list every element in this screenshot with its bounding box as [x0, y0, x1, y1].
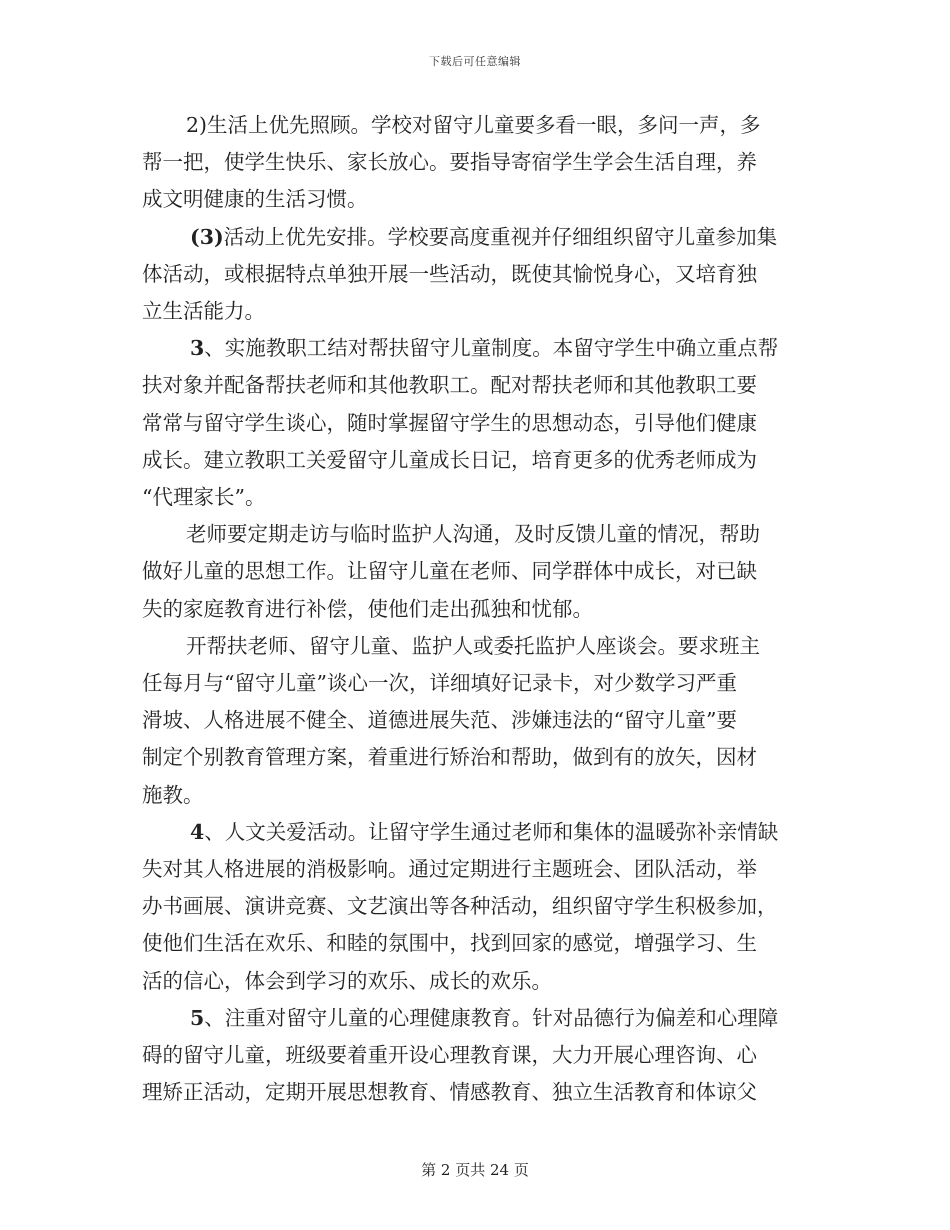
paragraph-line [142, 330, 807, 367]
paragraph-line: 成文明健康的生活习惯。 [142, 187, 368, 212]
paragraph-line: 使他们生活在欢乐、和睦的氛围中，找到回家的感觉，增强学习、生 [142, 931, 757, 956]
document-body [142, 107, 807, 1111]
paragraph-line: 老师要定期走访与临时监护人沟通，及时反馈儿童的情况，帮助 [186, 522, 760, 547]
paragraph-text: 、人文关爱活动。让留守学生通过老师和集体的温暖弥补亲情缺 [204, 819, 779, 844]
paragraph-activity-priority [142, 219, 807, 331]
paragraph-mental-health [142, 1000, 807, 1112]
paragraph-line: 失对其人格进展的消极影响。通过定期进行主题班会、团队活动，举 [142, 857, 757, 882]
paragraph-line: 做好儿童的思想工作。让留守儿童在老师、同学群体中成长，对已缺 [142, 559, 757, 584]
paragraph-humanistic-care [142, 814, 807, 1000]
paragraph-line: 常常与留守学生谈心，随时掌握留守学生的思想动态，引导他们健康 [142, 410, 757, 435]
paragraph-text: 、实施教职工结对帮扶留守儿童制度。本留守学生中确立重点帮 [204, 336, 779, 361]
paragraph-line: 帮一把，使学生快乐、家长放心。要指导寄宿学生学会生活自理，养 [142, 150, 757, 175]
paragraph-line: 失的家庭教育进行补偿，使他们走出孤独和忧郁。 [142, 596, 593, 621]
paragraph-living-care [142, 107, 807, 219]
paragraph-text: 、注重对留守儿童的心理健康教育。针对品德行为偏差和心理障 [204, 1005, 779, 1030]
item-number: (3) [190, 224, 224, 249]
paragraph-symposium [142, 628, 807, 814]
paragraph-line [142, 219, 807, 256]
paragraph-line: 理矫正活动，定期开展思想教育、情感教育、独立生活教育和体谅父 [142, 1080, 757, 1105]
paragraph-line: 体活动，或根据特点单独开展一些活动，既使其愉悦身心，又培育独 [142, 261, 757, 286]
item-number: 3 [190, 336, 205, 361]
paragraph-line: 滑坡、人格进展不健全、道德进展失范、涉嫌违法的“留守儿童”要 [142, 708, 737, 733]
paragraph-line: 活的信心，体会到学习的欢乐、成长的欢乐。 [142, 968, 552, 993]
page-footer: 第 2 页共 24 页 [421, 1161, 529, 1179]
paragraph-line [142, 1000, 807, 1037]
paragraph-staff-pairing [142, 330, 807, 516]
paragraph-line: 制定个别教育管理方案，着重进行矫治和帮助，做到有的放矢，因材 [142, 745, 757, 770]
paragraph-line: 碍的留守儿童，班级要着重开设心理教育课，大力开展心理咨询、心 [142, 1043, 757, 1068]
paragraph-line: 2)生活上优先照顾。学校对留守儿童要多看一眼，多问一声，多 [186, 113, 761, 137]
paragraph-line: 扶对象并配备帮扶老师和其他教职工。配对帮扶老师和其他教职工要 [142, 373, 757, 398]
paragraph-line: 任每月与“留守儿童”谈心一次，详细填好记录卡，对少数学习严重 [142, 671, 737, 696]
item-number: 5 [190, 1005, 205, 1030]
page-header: 下载后可任意编辑 [429, 55, 521, 68]
paragraph-line: 立生活能力。 [142, 299, 265, 324]
paragraph-line: 施教。 [142, 782, 204, 807]
paragraph-line: “代理家长”。 [142, 485, 266, 510]
paragraph-line: 开帮扶老师、留守儿童、监护人或委托监护人座谈会。要求班主 [186, 633, 760, 658]
paragraph-line: 成长。建立教职工关爱留守儿童成长日记，培育更多的优秀老师成为 [142, 447, 757, 472]
paragraph-home-visits [142, 516, 807, 628]
paragraph-line: 办书画展、演讲竞赛、文艺演出等各种活动，组织留守学生积极参加， [142, 894, 778, 919]
item-number: 4 [190, 819, 205, 844]
paragraph-text: 活动上优先安排。学校要高度重视并仔细组织留守儿童参加集 [223, 224, 778, 249]
paragraph-line [142, 814, 807, 851]
